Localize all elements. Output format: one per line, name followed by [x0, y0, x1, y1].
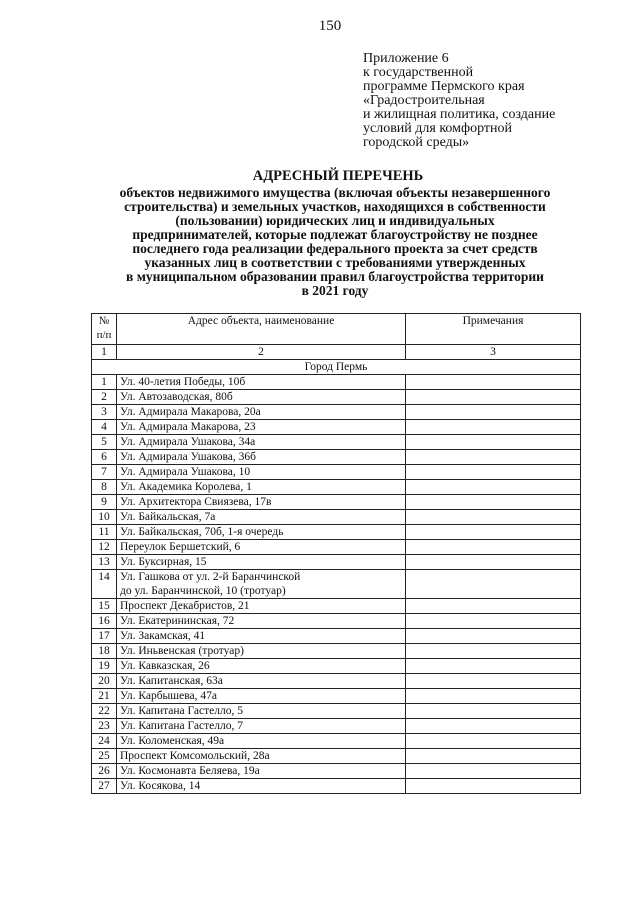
address-cell — [117, 435, 406, 450]
address-cell — [117, 659, 406, 674]
row-number-cell: 4 — [92, 420, 117, 435]
table-row — [92, 450, 581, 465]
column-index-cell: 1 — [92, 345, 117, 360]
row-number-cell: 14 — [92, 570, 117, 599]
table-row — [92, 495, 581, 510]
row-number-cell: 19 — [92, 659, 117, 674]
subtitle-line: в 2021 году — [301, 283, 369, 298]
notes-cell — [406, 764, 581, 779]
header-number-abbr: п/п — [96, 329, 112, 341]
row-number-cell: 2 — [92, 390, 117, 405]
notes-cell — [406, 659, 581, 674]
notes-cell — [406, 510, 581, 525]
row-number-cell: 25 — [92, 749, 117, 764]
table-row — [92, 599, 581, 614]
address-cell — [117, 614, 406, 629]
row-number-cell: 17 — [92, 629, 117, 644]
notes-cell — [406, 614, 581, 629]
row-number-cell: 9 — [92, 495, 117, 510]
address-cell — [117, 480, 406, 495]
notes-cell — [406, 420, 581, 435]
row-number-cell: 16 — [92, 614, 117, 629]
row-number-cell: 3 — [92, 405, 117, 420]
notes-cell — [406, 390, 581, 405]
page-number: 150 — [318, 18, 342, 34]
table-body — [92, 345, 581, 794]
address-cell — [117, 390, 406, 405]
section-row — [92, 360, 581, 375]
address-line: Проспект Декабристов, 21 — [120, 600, 250, 612]
table-header-row — [92, 314, 581, 345]
row-number-cell: 11 — [92, 525, 117, 540]
address-line: Проспект Комсомольский, 28а — [120, 750, 270, 762]
table-row — [92, 689, 581, 704]
address-line: Ул. Космонавта Беляева, 19а — [120, 765, 260, 777]
table-row — [92, 779, 581, 794]
notes-cell — [406, 689, 581, 704]
address-line: Ул. Адмирала Макарова, 23 — [120, 421, 256, 433]
table-row — [92, 480, 581, 495]
appendix-line: и жилищная политика, создание — [363, 107, 556, 122]
address-line: Ул. Закамская, 41 — [120, 630, 206, 642]
document-title: АДРЕСНЫЙ ПЕРЕЧЕНЬ — [252, 168, 424, 184]
row-number-cell: 6 — [92, 450, 117, 465]
row-number-cell: 13 — [92, 555, 117, 570]
table-row — [92, 734, 581, 749]
notes-cell — [406, 749, 581, 764]
notes-cell — [406, 644, 581, 659]
address-line: Ул. Кавказская, 26 — [120, 660, 210, 672]
address-line: Ул. Капитана Гастелло, 5 — [120, 705, 243, 717]
subtitle-line: строительства) и земельных участков, находящихся в собственности — [124, 199, 546, 214]
notes-cell — [406, 719, 581, 734]
row-number-cell: 26 — [92, 764, 117, 779]
row-number-cell: 7 — [92, 465, 117, 480]
row-number-cell: 12 — [92, 540, 117, 555]
address-cell — [117, 525, 406, 540]
address-cell — [117, 450, 406, 465]
address-cell — [117, 704, 406, 719]
table-row — [92, 614, 581, 629]
address-cell — [117, 375, 406, 390]
address-line: Ул. 40-летия Победы, 10б — [120, 376, 246, 388]
subtitle-line: указанных лиц в соответствии с требованиями утвержденных — [144, 255, 526, 270]
appendix-line: условий для комфортной — [363, 121, 513, 136]
column-header-notes: Примечания — [406, 314, 581, 345]
address-line: Ул. Автозаводская, 80б — [120, 391, 233, 403]
notes-cell — [406, 779, 581, 794]
notes-cell — [406, 704, 581, 719]
table-row — [92, 525, 581, 540]
table-row — [92, 570, 581, 599]
appendix-line: Приложение 6 — [363, 51, 449, 66]
address-cell — [117, 420, 406, 435]
table-row — [92, 555, 581, 570]
column-header-number — [92, 314, 117, 345]
table-row — [92, 719, 581, 734]
notes-cell — [406, 495, 581, 510]
subtitle-line: предпринимателей, которые подлежат благоустройству не позднее — [132, 227, 538, 242]
address-line: Переулок Бершетский, 6 — [120, 541, 241, 553]
address-line: Ул. Буксирная, 15 — [120, 556, 207, 568]
address-cell — [117, 644, 406, 659]
notes-cell — [406, 734, 581, 749]
row-number-cell: 20 — [92, 674, 117, 689]
address-line: Ул. Адмирала Ушакова, 34а — [120, 436, 256, 448]
row-number-cell: 23 — [92, 719, 117, 734]
address-cell — [117, 674, 406, 689]
address-line: Ул. Капитанская, 63а — [120, 675, 223, 687]
notes-cell — [406, 450, 581, 465]
notes-cell — [406, 480, 581, 495]
table-row — [92, 420, 581, 435]
table-row — [92, 435, 581, 450]
address-line: Ул. Капитана Гастелло, 7 — [120, 720, 243, 732]
address-line: Ул. Екатерининская, 72 — [120, 615, 235, 627]
address-line: Ул. Архитектора Свиязева, 17в — [120, 496, 272, 508]
address-cell — [117, 734, 406, 749]
row-number-cell: 8 — [92, 480, 117, 495]
table-row — [92, 644, 581, 659]
address-cell — [117, 570, 406, 599]
address-cell — [117, 749, 406, 764]
address-cell — [117, 510, 406, 525]
row-number-cell: 21 — [92, 689, 117, 704]
table-row — [92, 465, 581, 480]
table-row — [92, 764, 581, 779]
document-subtitle — [70, 186, 600, 298]
column-index-cell: 2 — [117, 345, 406, 360]
table-row — [92, 704, 581, 719]
address-cell — [117, 629, 406, 644]
address-cell — [117, 555, 406, 570]
address-line: до ул. Баранчинской, 10 (тротуар) — [120, 585, 286, 597]
notes-cell — [406, 540, 581, 555]
appendix-line: городской среды» — [363, 135, 470, 150]
table-row — [92, 540, 581, 555]
row-number-cell: 27 — [92, 779, 117, 794]
header-number-symbol: № — [98, 315, 110, 327]
notes-cell — [406, 674, 581, 689]
address-cell — [117, 764, 406, 779]
notes-cell — [406, 629, 581, 644]
subtitle-line: (пользовании) юридических лиц и индивидуальных — [175, 213, 495, 228]
address-line: Ул. Карбышева, 47а — [120, 690, 217, 702]
subtitle-line: объектов недвижимого имущества (включая объекты незавершенного — [119, 185, 551, 200]
subtitle-line: последнего года реализации федерального проекта за счет средств — [132, 241, 538, 256]
address-line: Ул. Адмирала Макарова, 20а — [120, 406, 261, 418]
address-line: Ул. Байкальская, 70б, 1-я очередь — [120, 526, 284, 538]
notes-cell — [406, 525, 581, 540]
notes-cell — [406, 435, 581, 450]
row-number-cell: 1 — [92, 375, 117, 390]
address-cell — [117, 689, 406, 704]
row-number-cell: 24 — [92, 734, 117, 749]
address-line: Ул. Гашкова от ул. 2-й Баранчинской — [120, 571, 301, 583]
table-row — [92, 659, 581, 674]
table-row — [92, 375, 581, 390]
address-cell — [117, 719, 406, 734]
address-cell — [117, 540, 406, 555]
address-line: Ул. Академика Королева, 1 — [120, 481, 252, 493]
address-cell — [117, 599, 406, 614]
column-index-cell: 3 — [406, 345, 581, 360]
table-row — [92, 674, 581, 689]
table-row — [92, 749, 581, 764]
address-cell — [117, 465, 406, 480]
table-row — [92, 405, 581, 420]
column-index-row — [92, 345, 581, 360]
table-row — [92, 390, 581, 405]
address-cell — [117, 495, 406, 510]
appendix-line: «Градостроительная — [363, 93, 485, 108]
notes-cell — [406, 465, 581, 480]
column-header-address: Адрес объекта, наименование — [117, 314, 406, 345]
address-line: Ул. Косякова, 14 — [120, 780, 201, 792]
subtitle-line: в муниципальном образовании правил благоустройства территории — [126, 269, 544, 284]
address-line: Ул. Адмирала Ушакова, 36б — [120, 451, 256, 463]
address-cell — [117, 405, 406, 420]
appendix-line: к государственной — [363, 65, 474, 80]
row-number-cell: 10 — [92, 510, 117, 525]
address-line: Ул. Адмирала Ушакова, 10 — [120, 466, 251, 478]
notes-cell — [406, 570, 581, 599]
table-row — [92, 629, 581, 644]
notes-cell — [406, 555, 581, 570]
notes-cell — [406, 375, 581, 390]
address-line: Ул. Коломенская, 49а — [120, 735, 225, 747]
notes-cell — [406, 405, 581, 420]
row-number-cell: 18 — [92, 644, 117, 659]
appendix-line: программе Пермского края — [363, 79, 525, 94]
address-table — [91, 313, 581, 794]
address-line: Ул. Иньвенская (тротуар) — [120, 645, 244, 657]
notes-cell — [406, 599, 581, 614]
appendix-note — [363, 52, 623, 150]
table-row — [92, 510, 581, 525]
section-title: Город Пермь — [92, 360, 581, 375]
row-number-cell: 15 — [92, 599, 117, 614]
address-line: Ул. Байкальская, 7а — [120, 511, 216, 523]
address-cell — [117, 779, 406, 794]
row-number-cell: 5 — [92, 435, 117, 450]
row-number-cell: 22 — [92, 704, 117, 719]
